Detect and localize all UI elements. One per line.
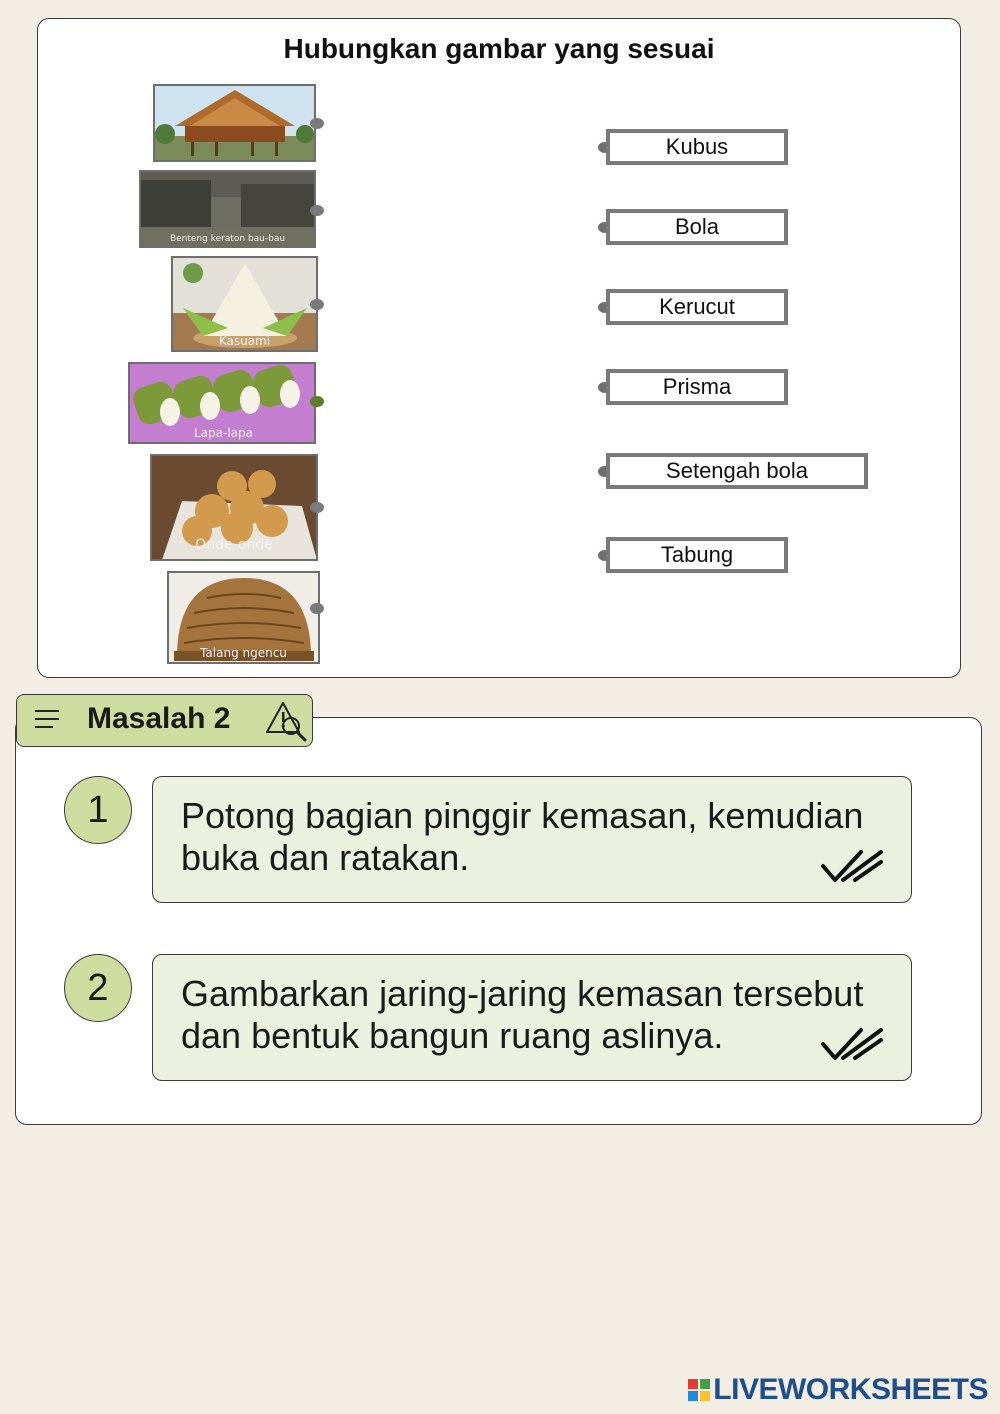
answer-label: Bola — [674, 214, 720, 239]
image-connector-dot[interactable] — [310, 603, 324, 614]
image-connector-dot[interactable] — [310, 299, 324, 310]
answer-label: Kerucut — [659, 294, 735, 319]
step-card — [152, 776, 912, 903]
step-card — [152, 954, 912, 1081]
step-number: 2 — [64, 954, 132, 1022]
answer-kerucut[interactable] — [606, 289, 788, 325]
double-check-icon — [821, 1026, 883, 1062]
image-connector-dot[interactable] — [310, 205, 324, 216]
step-text: Potong bagian pinggir kemasan, kemudian buka dan ratakan. — [181, 795, 864, 878]
problem-tag — [16, 694, 313, 747]
answer-tabung[interactable] — [606, 537, 788, 573]
image-talang-ngencu — [167, 571, 320, 664]
step-number: 1 — [64, 776, 132, 844]
answer-prisma[interactable] — [606, 369, 788, 405]
image-connector-dot[interactable] — [310, 118, 324, 129]
image-caption: Onde-onde — [195, 537, 273, 553]
image-onde-onde — [150, 454, 318, 561]
answer-bola[interactable] — [606, 209, 788, 245]
image-benteng — [139, 170, 316, 248]
step-text: Gambarkan jaring-jaring kemasan tersebut dan bentuk bangun ruang aslinya. — [181, 973, 864, 1056]
answer-setengah-bola[interactable] — [606, 453, 868, 489]
brand-mark-icon — [688, 1379, 710, 1401]
answer-label: Kubus — [665, 134, 729, 159]
liveworksheets-logo[interactable] — [688, 1374, 988, 1406]
double-check-icon — [821, 848, 883, 884]
answer-label: Prisma — [662, 374, 732, 399]
menu-icon — [35, 710, 59, 734]
image-caption: Kasuami — [218, 334, 271, 348]
answer-label: Tabung — [660, 542, 734, 567]
image-connector-dot[interactable] — [310, 502, 324, 513]
answer-label: Setengah bola — [666, 458, 808, 483]
warning-search-icon — [265, 700, 307, 742]
image-caption: Benteng keraton bau-bau — [169, 234, 286, 244]
image-caption: Talang ngencu — [200, 646, 287, 660]
brand-name: LIVEWORKSHEETS — [713, 1373, 988, 1406]
matching-title: Hubungkan gambar yang sesuai — [283, 33, 715, 64]
image-connector-dot[interactable] — [310, 396, 324, 407]
image-caption: Lapa-lapa — [194, 426, 253, 440]
problem-title: Masalah 2 — [87, 702, 231, 735]
image-lapa-lapa — [128, 362, 316, 444]
image-rumah-adat — [153, 84, 316, 162]
image-kasuami — [171, 256, 318, 352]
answer-kubus[interactable] — [606, 129, 788, 165]
